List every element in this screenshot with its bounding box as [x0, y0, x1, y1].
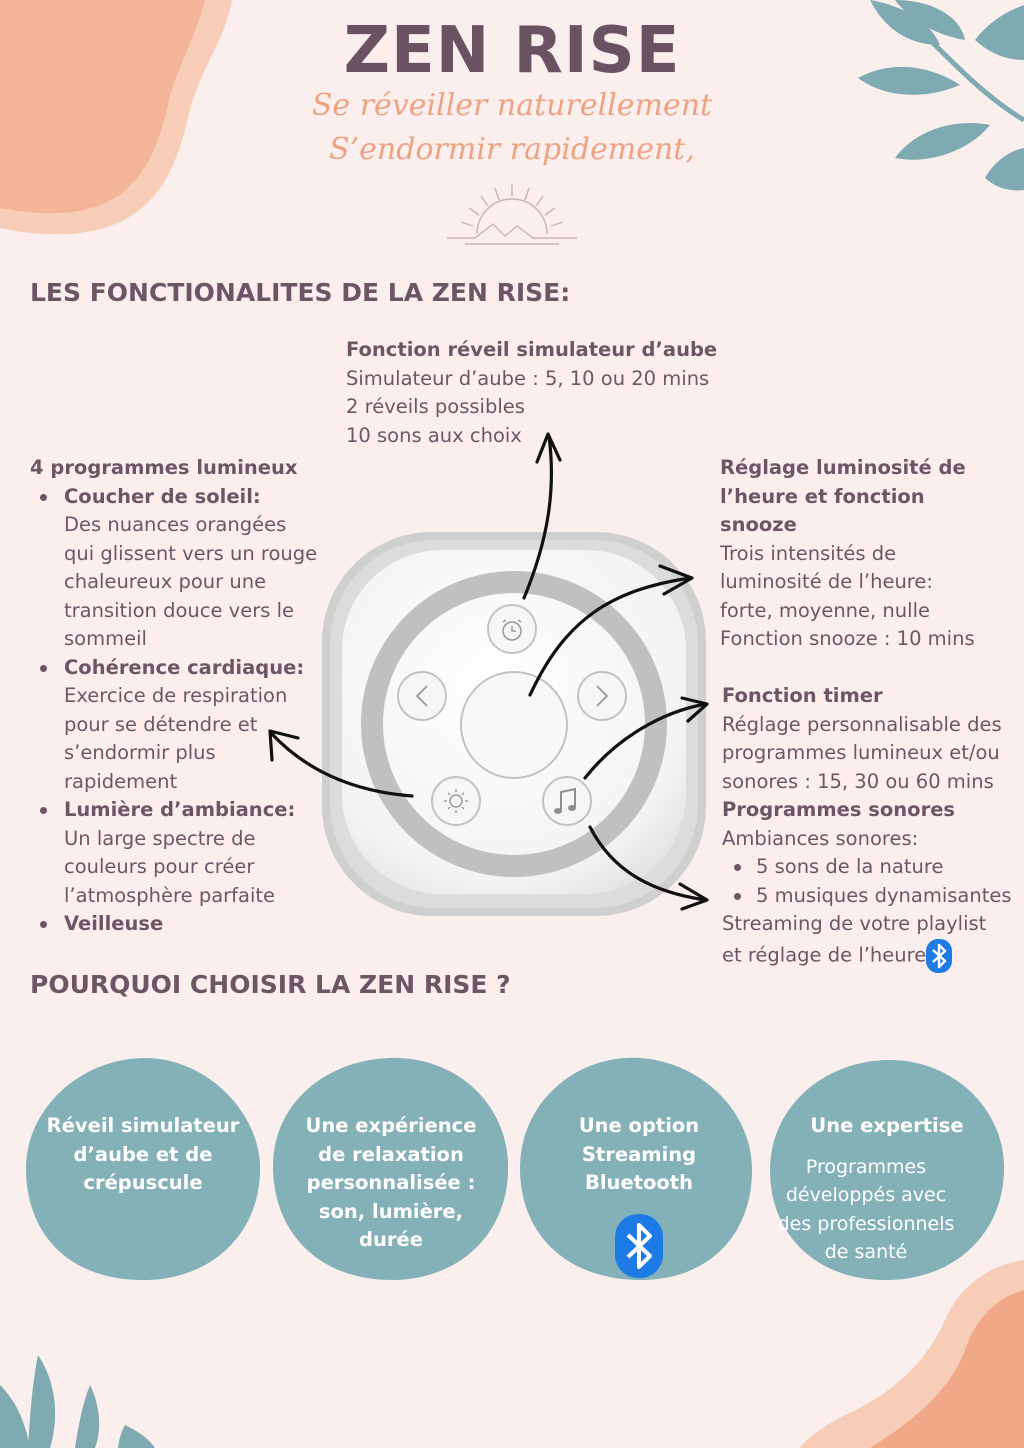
program-name: Coucher de soleil:: [64, 484, 261, 508]
bluetooth-icon: [615, 1214, 663, 1278]
light-programs-title: 4 programmes lumineux: [30, 456, 298, 479]
benefit-4: [777, 1112, 992, 1267]
program-desc: Des nuances orangées qui glissent vers un rouge chaleureux pour une transition douce vers le sommeil: [64, 513, 318, 650]
brightness-feature-line: Trois intensités de luminosité de l’heure:: [720, 541, 933, 593]
benefit-3: [528, 1112, 750, 1286]
benefit-2: [296, 1112, 486, 1255]
tagline-sleep: S’endormir rapidement,: [329, 132, 695, 167]
benefit-1: [40, 1112, 246, 1198]
brightness-feature-title: Réglage luminosité de l’heure et fonction snooze: [720, 456, 966, 536]
page-title: ZEN RISE: [343, 14, 681, 88]
arrow-to-timer: [585, 698, 707, 778]
timer-feature-text: Réglage personnalisable des programmes lumineux et/ou sonores : 15, 30 ou 60 mins: [722, 712, 1002, 793]
features-section-title: LES FONCTIONALITES DE LA ZEN RISE:: [30, 278, 571, 307]
alarm-feature-title: Fonction réveil simulateur d’aube: [346, 338, 718, 361]
arrow-to-alarm: [524, 434, 560, 598]
sound-feature-intro: Ambiances sonores:: [722, 826, 919, 850]
alarm-feature-line: 10 sons aux choix: [346, 423, 522, 447]
list-item: 5 musiques dynamisantes: [722, 882, 1018, 911]
program-desc: Un large spectre de couleurs pour créer l’atmosphère parfaite: [64, 826, 276, 907]
tagline-wake: Se réveiller naturellement: [311, 88, 713, 123]
program-name: Veilleuse: [64, 912, 164, 935]
benefit-text: Programmes développés avec des professionnels de santé: [777, 1155, 955, 1263]
why-section-title: POURQUOI CHOISIR LA ZEN RISE ?: [30, 970, 511, 999]
list-item: 5 sons de la nature: [722, 853, 1018, 882]
alarm-feature-line: 2 réveils possibles: [346, 395, 525, 418]
program-name: Cohérence cardiaque:: [64, 655, 305, 679]
alarm-feature-line: Simulateur d’aube : 5, 10 ou 20 mins: [346, 366, 710, 390]
benefit-title: Une expertise: [810, 1114, 964, 1137]
program-desc: Exercice de respiration pour se détendre et s’endormir plus rapidement: [64, 684, 288, 793]
timer-feature-title: Fonction timer: [722, 684, 883, 707]
arrow-to-sound: [590, 827, 707, 909]
arrow-to-light-programs: [270, 731, 412, 796]
benefit-title: Une expérience de relaxation personnalisée : son, lumière, durée: [305, 1114, 477, 1251]
benefit-title: Réveil simulateur d’aube et de crépuscule: [46, 1114, 240, 1194]
arrow-to-brightness: [530, 566, 692, 695]
benefit-title: Une option Streaming Bluetooth: [578, 1114, 700, 1194]
sound-feature-title: Programmes sonores: [722, 798, 956, 821]
brightness-feature-line: Fonction snooze : 10 mins: [720, 627, 975, 650]
brightness-feature-line: forte, moyenne, nulle: [720, 598, 930, 622]
program-name: Lumière d’ambiance:: [64, 798, 296, 821]
streaming-label: Streaming de votre playlist et réglage de l’heure: [722, 912, 987, 966]
